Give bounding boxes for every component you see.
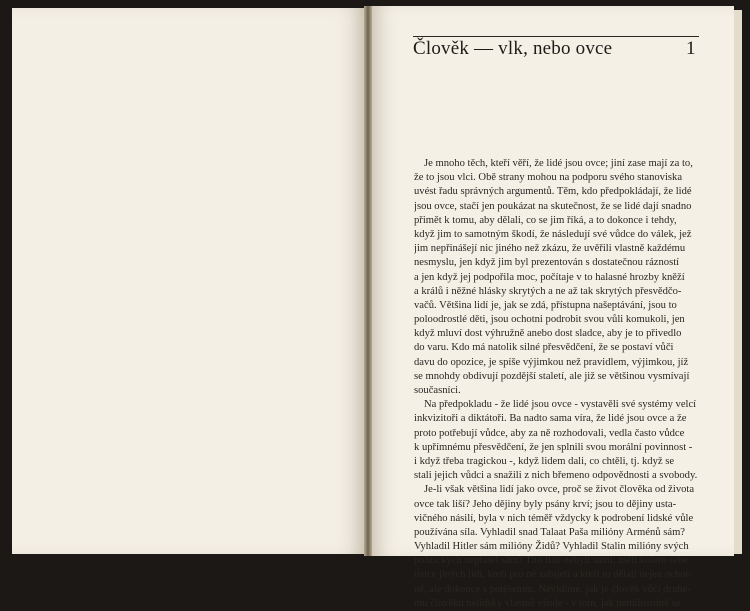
text-line: se mnohdy obdivují pozdější staletí, ale již se většinou vysmívají: [414, 370, 690, 382]
text-line: jim nepřinášejí nic jiného než zkázu, že uvěřili vlastně každému: [414, 243, 686, 255]
text-line: do varu. Kdo má natolik silné přesvědčení, že se postaví vůči: [414, 342, 674, 354]
text-line: uvést řadu správných argumentů. Těm, kdo předpokládají, že lidé: [414, 186, 692, 198]
text-line: i když třeba tragickou -, když lidem dali, co chtěli, tj. když se: [414, 455, 675, 467]
left-page-blank: [12, 8, 364, 554]
text-line: současníci.: [414, 385, 461, 396]
text-line: davu do opozice, je spíše výjimkou než pravidlem, výjimkou, jíž: [414, 356, 689, 368]
text-line: mu člověku nelidský vlastně všude - v tom, jak nemilosrdně se: [414, 597, 681, 609]
text-line: a králů i něžné hlásky skrytých a ne až tak skrytých přesvědčo-: [414, 285, 682, 297]
text-line: že to jsou vlci. Obě strany mohou na podporu svého stanoviska: [414, 172, 683, 184]
text-line: tisíce jiných lidí, kteří pro ně zabíjeli a kteří to dělali nejen ochot-: [414, 569, 692, 581]
text-line: Na předpokladu - že lidé jsou ovce - vystavěli své systémy velcí: [424, 399, 697, 411]
text-line: a jen když jej podpořila moc, počítaje v to halasné hrozby kněží: [414, 271, 685, 283]
text-line: Je mnoho těch, kteří věří, že lidé jsou ovce; jiní zase mají za to,: [424, 158, 693, 169]
text-line: inkvizitoři a diktátoři. Ba nadto sama víra, že lidé jsou ovce a že: [414, 413, 687, 425]
text-line: nesmyslu, jen když jim byl prezentován s dostatečnou rázností: [414, 257, 680, 269]
text-line: vačů. Většina lidí je, jak se zdá, přístupna našeptávání, jsou to: [414, 299, 677, 311]
text-line: ovce tak liší? Jeho dějiny byly psány krví; jsou to dějiny usta-: [414, 498, 677, 510]
text-line: politických nepřátel sám? Tito lidé nebyli sami; měli kolem sebe: [414, 555, 688, 567]
text-line: jsou ovce, stačí jen poukázat na skutečnost, že se lidé dají snadno: [414, 200, 692, 212]
text-line: používána síla. Vyhladil snad Talaat Paša milióny Arménů sám?: [414, 526, 686, 538]
text-line: když mluví dost výhružně anebo dost sladce, aby je to přivedlo: [414, 328, 682, 340]
chapter-title: Člověk — vlk, nebo ovce: [413, 38, 613, 59]
text-line: vičného násilí, byla v nich téměř vždycky k podrobení lidské vůle: [414, 512, 694, 524]
text-line: když jim to samotným škodí, že následují své vůdce do válek, jež: [414, 228, 692, 240]
text-line: ně, ale dokonce s potěšením. Nevidíme, jak je člověk vůči druhé-: [414, 583, 691, 595]
text-line: Vyhladil Hitler sám milióny Židů? Vyhladil Stalin milióny svých: [414, 541, 689, 553]
text-line: poloodrostlé děti, jsou ochotni podrobit svou vůli komukoli, jen: [414, 314, 685, 326]
text-line: stali jejich vůdci a snažili z nich břemeno odpovědnosti a svobody.: [414, 470, 698, 482]
book-gutter: [364, 6, 372, 556]
chapter-number: 1: [686, 38, 696, 59]
text-line: Je-li však většina lidí jako ovce, proč se život člověka od života: [424, 484, 695, 496]
text-line: přimět k tomu, aby dělali, co se jim říká, a to dokonce i tehdy,: [414, 214, 677, 226]
chapter-rule: [413, 36, 699, 37]
text-line: proto potřebují vůdce, aby za ně rozhodovali, vedla často vůdce: [414, 427, 685, 439]
body-text: [414, 157, 700, 611]
text-line: k upřímnému přesvědčení, že jen splnili svou morální povinnost -: [414, 441, 693, 453]
page-edge: [734, 10, 742, 554]
